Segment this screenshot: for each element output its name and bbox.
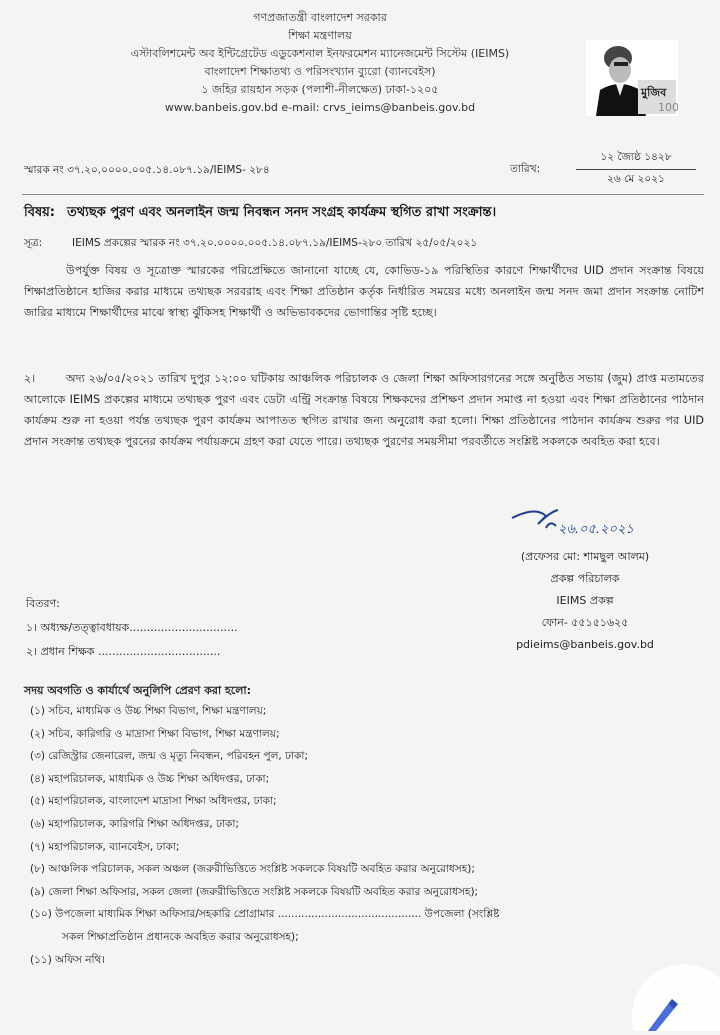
svg-text:100: 100	[658, 101, 678, 114]
signature-handwritten	[506, 502, 706, 542]
reference-line	[24, 236, 477, 253]
ministry-line: শিক্ষা মন্ত্রণালয়	[288, 29, 352, 42]
paragraph-number: ২।	[24, 372, 36, 385]
paragraph-2-text: অদ্য ২৬/০৫/২০২১ তারিখ দুপুর ১২:০০ ঘটিকায় আঞ্চলিক পরিচালক ও জেলা শিক্ষা অফিসারগনের সঙ্গে অনুষ্ঠিত সভায় (জুম) প্রাপ্ত মতামতের আলোকে IEIMS প্রকল্পের মাধ্যমে তথ্যছক পুরণ এবং ডেটা এন্ট্রি সংক্রান্ত বিষয়ে শিক্ষকদের প্রশিক্ষণ প্রদান সমাপ্ত না হওয়া এবং শিক্ষা প্রতিষ্ঠানের পাঠদান কার্যক্রম শুরু না হওয়া পর্যন্ত তথ্যছক পুরণ কার্যক্রম আপাতত স্থগিত রাখার জন্য অনুরোধ করা হলো। শিক্ষা প্রতিষ্ঠানের পাঠদান কার্যক্রম শুরুর পর UID প্রদান সংক্রান্ত তথ্যছক পুরনের কার্যক্রম পর্যায়ক্রমে গ্রহণ করা যেতে পারে। তথ্যছক পুরণের সময়সীমা পরবর্তীতে সংশ্লিষ্ট সকলকে অবহিত করা হবে।	[24, 372, 704, 448]
distribution-label: বিতরণ:	[26, 597, 60, 610]
copy-to-item: (১০) উপজেলা মাধ্যমিক শিক্ষা অফিসার/সহকারি প্রোগ্রামার ........................................... উপজেলা (সংশ্লিষ্ট	[30, 908, 500, 921]
copy-to-item: (১১) অফিস নথি।	[30, 953, 106, 966]
date-label: তারিখ:	[510, 163, 541, 175]
copy-to-item: (৬) মহাপরিচালক, কারিগরি শিক্ষা অধিদপ্তর, ঢাকা;	[30, 817, 239, 830]
bureau-line: বাংলাদেশ শিক্ষাতথ্য ও পরিসংখ্যান ব্যুরো (ব্যানবেইস)	[204, 65, 436, 78]
edit-pen-icon[interactable]	[598, 952, 720, 1031]
copy-to-item: (১) সচিব, মাধ্যমিক ও উচ্চ শিক্ষা বিভাগ, শিক্ষা মন্ত্রণালয়;	[30, 705, 267, 717]
copy-to-item: (৯) জেলা শিক্ষা অফিসার, সকল জেলা (জরুরীভিত্তিতে সংশ্লিষ্ট সকলকে বিষয়টি অবহিত করার অনুরোধসহ);	[30, 885, 479, 898]
divider	[22, 194, 704, 195]
address-line: ১ জহির রায়হান সড়ক (পলাশী-নীলক্ষেত) ঢাকা-১২০৫	[201, 83, 439, 96]
mujib-100-logo	[586, 40, 678, 116]
copy-to-item: (৭) মহাপরিচালক, ব্যানবেইস, ঢাকা;	[30, 840, 180, 853]
memo-ref-number: স্মারক নং ৩৭.২০.০০০০.০০৫.১৪.০৮৭.১৯/IEIMS- ২৮৪	[24, 164, 270, 176]
reference-text: IEIMS প্রকল্পের স্মারক নং ৩৭.২০.০০০০.০০৫.১৪.০৮৭.১৯/IEIMS-২৮০ তারিখ ২৫/০৫/২০২১	[72, 237, 478, 249]
web-email-line: www.banbeis.gov.bd e-mail: crvs_ieims@banbeis.gov.bd	[164, 101, 476, 114]
signatory-title: প্রকল্প পরিচালক	[550, 572, 620, 585]
svg-text:মুজিব: মুজিব	[641, 86, 667, 99]
distribution-item: ২। প্রধান শিক্ষক ...................................	[26, 645, 221, 658]
copy-to-item: (৫) মহাপরিচালক, বাংলাদেশ মাদ্রাসা শিক্ষা অধিদপ্তর, ঢাকা;	[30, 795, 277, 808]
copy-to-item: (৩) রেজিস্ট্রার জেনারেল, জন্ম ও মৃত্যু নিবন্ধন, পরিবহন পুল, ঢাকা;	[30, 750, 308, 763]
reference-label: সূত্র:	[24, 237, 43, 249]
signatory-org: IEIMS প্রকল্প	[556, 594, 614, 607]
govt-line: গণপ্রজাতন্ত্রী বাংলাদেশ সরকার	[253, 11, 387, 24]
copy-to-item: (২) সচিব, কারিগরি ও মাদ্রাসা শিক্ষা বিভাগ, শিক্ষা মন্ত্রণালয়;	[30, 727, 280, 740]
copy-to-item: (৪) মহাপরিচালক, মাধ্যমিক ও উচ্চ শিক্ষা অধিদপ্তর, ঢাকা;	[30, 772, 270, 785]
signatory-name: (প্রফেসর মো: শামছুল আলম)	[520, 550, 650, 563]
signature-date: ২৬.০৫.২০২১	[558, 522, 634, 537]
distribution-item: ১। অধ্যক্ষ/তত্ত্বাবধায়ক...............................	[26, 621, 238, 634]
signatory-phone: ফোন- ৫৫১৫১৬২৫	[541, 616, 629, 629]
date-english: ২৬ মে ২০২১	[607, 173, 665, 185]
body-paragraph-1: উপর্যুক্ত বিষয় ও সূত্রোক্ত স্মারকের পরিপ্রেক্ষিতে জানানো যাচ্ছে যে, কোভিড-১৯ পরিস্থিতির কারণে শিক্ষার্থীদের UID প্রদান সংক্রান্ত বিষয়ে শিক্ষাপ্রতিষ্ঠানে হাজির করার মাধ্যমে তথ্যছক সরবরাহ এবং শিক্ষা প্রতিষ্ঠান কর্তৃক নির্ধারিত সময়ের মধ্যে অনলাইন জন্ম সনদ জমা প্রদান সংক্রান্ত নোটিশ জারির মাধ্যমে শিক্ষার্থীদের মাঝে স্বাস্থ্য ঝুঁকিসহ শিক্ষার্থী ও অভিভাবকদের ভোগান্তির সৃষ্টি হচ্ছে।	[24, 264, 704, 319]
subject-line	[24, 203, 496, 224]
project-line: এস্টাবলিশমেন্ট অব ইন্টিগ্রেটেড এডুকেশনাল ইনফরমেশন ম্যানেজমেন্ট সিস্টেম (IEIMS)	[130, 47, 510, 60]
signatory-email: pdieims@banbeis.gov.bd	[516, 638, 654, 651]
signature-block	[470, 546, 700, 656]
copy-to-item-continuation: সকল শিক্ষাপ্রতিষ্ঠান প্রধানকে অবহিত করার অনুরোধসহ);	[62, 930, 299, 943]
subject-label: বিষয়:	[24, 205, 55, 220]
copy-to-list	[30, 700, 710, 971]
subject-text: তথ্যছক পুরণ এবং অনলাইন জন্ম নিবন্ধন সনদ সংগ্রহ কার্যক্রম স্থগিত রাখা সংক্রান্ত।	[66, 205, 497, 220]
copy-to-heading: সদয় অবগতি ও কার্যার্থে অনুলিপি প্রেরণ করা হলো:	[24, 684, 251, 697]
copy-to-item: (৮) আঞ্চলিক পরিচালক, সকল অঞ্চল (জরুরীভিত্তিতে সংশ্লিষ্ট সকলকে বিষয়টি অবহিত করার অনুরোধসহ);	[30, 863, 475, 876]
distribution-list	[26, 592, 238, 664]
body-paragraph-2	[24, 368, 704, 452]
date-bangla: ১২ জ্যৈষ্ঠ ১৪২৮	[576, 150, 696, 170]
